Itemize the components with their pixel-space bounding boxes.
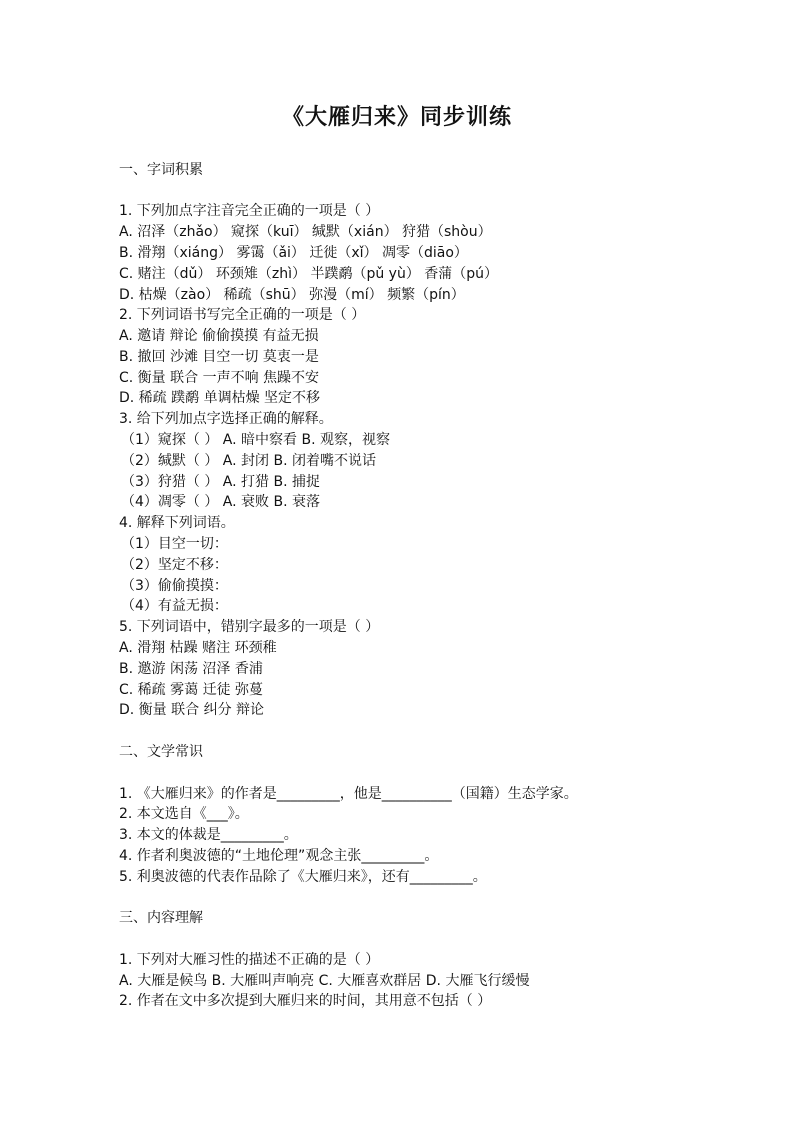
- page-title: 《大雁归来》同步训练: [281, 105, 512, 130]
- question-line: 4. 解释下列词语。: [119, 515, 235, 531]
- question-line: 1. 下列对大雁习性的描述不正确的是（ ）: [119, 952, 380, 968]
- option-line: C. 稀疏 雾蔼 迁徒 弥蔓: [119, 682, 264, 698]
- question-line: 3. 本文的体裁是_________。: [119, 827, 298, 843]
- section-heading-content-comprehension: 三、内容理解: [119, 910, 203, 926]
- option-line: B. 撤回 沙滩 目空一切 莫衷一是: [119, 349, 319, 365]
- question-line: 5. 利奥波德的代表作品除了《大雁归来》，还有_________。: [119, 869, 487, 885]
- question-line: 5. 下列词语中，错别字最多的一项是（ ）: [119, 619, 380, 635]
- option-line: D. 稀疏 蹼鹬 单调枯燥 坚定不移: [119, 390, 321, 406]
- option-line: A. 沼泽（zhǎo） 窥探（kuī） 缄默（xián） 狩猎（shòu）: [119, 224, 492, 240]
- question-line: 1. 下列加点字注音完全正确的一项是（ ）: [119, 203, 380, 219]
- question-line: 2. 本文选自《___》。: [119, 806, 249, 822]
- option-line: C. 赌注（dǔ） 环颈雉（zhì） 半蹼鹬（pǔ yù） 香蒲（pú）: [119, 266, 499, 282]
- sub-item-line: （1）窥探（ ） A. 暗中察看 B. 观察，视察: [121, 432, 390, 448]
- option-line: A. 大雁是候鸟 B. 大雁叫声响亮 C. 大雁喜欢群居 D. 大雁飞行缓慢: [119, 973, 530, 989]
- section-heading-literary-knowledge: 二、文学常识: [119, 744, 203, 760]
- question-line: 4. 作者利奥波德的“土地伦理”观念主张_________。: [119, 848, 439, 864]
- sub-item-line: （3）狩猎（ ） A. 打猎 B. 捕捉: [121, 474, 320, 490]
- option-line: D. 衡量 联合 纠分 辩论: [119, 702, 265, 718]
- sub-item-line: （1）目空一切：: [121, 536, 228, 552]
- question-line: 2. 作者在文中多次提到大雁归来的时间，其用意不包括（ ）: [119, 993, 492, 1009]
- question-line: 2. 下列词语书写完全正确的一项是（ ）: [119, 307, 366, 323]
- sub-item-line: （4）凋零（ ） A. 衰败 B. 衰落: [121, 494, 320, 510]
- option-line: B. 滑翔（xiáng） 雾霭（ǎi） 迁徙（xǐ） 凋零（diāo）: [119, 245, 468, 261]
- option-line: B. 邀游 闲荡 沼泽 香浦: [119, 661, 263, 677]
- sub-item-line: （4）有益无损：: [121, 598, 228, 614]
- sub-item-line: （2）缄默（ ） A. 封闭 B. 闭着嘴不说话: [121, 453, 376, 469]
- option-line: D. 枯燥（zào） 稀疏（shū） 弥漫（mí） 频繁（pín）: [119, 287, 465, 303]
- option-line: A. 滑翔 枯躁 赌注 环颈稚: [119, 640, 277, 656]
- sub-item-line: （3）偷偷摸摸：: [121, 578, 228, 594]
- option-line: A. 邀请 辩论 偷偷摸摸 有益无损: [119, 328, 319, 344]
- section-heading-vocabulary: 一、字词积累: [119, 162, 203, 178]
- sub-item-line: （2）坚定不移：: [121, 557, 228, 573]
- question-line: 3. 给下列加点字选择正确的解释。: [119, 411, 333, 427]
- option-line: C. 衡量 联合 一声不响 焦躁不安: [119, 370, 320, 386]
- question-line: 1. 《大雁归来》的作者是_________，他是__________（国籍）生态学家。: [119, 786, 578, 802]
